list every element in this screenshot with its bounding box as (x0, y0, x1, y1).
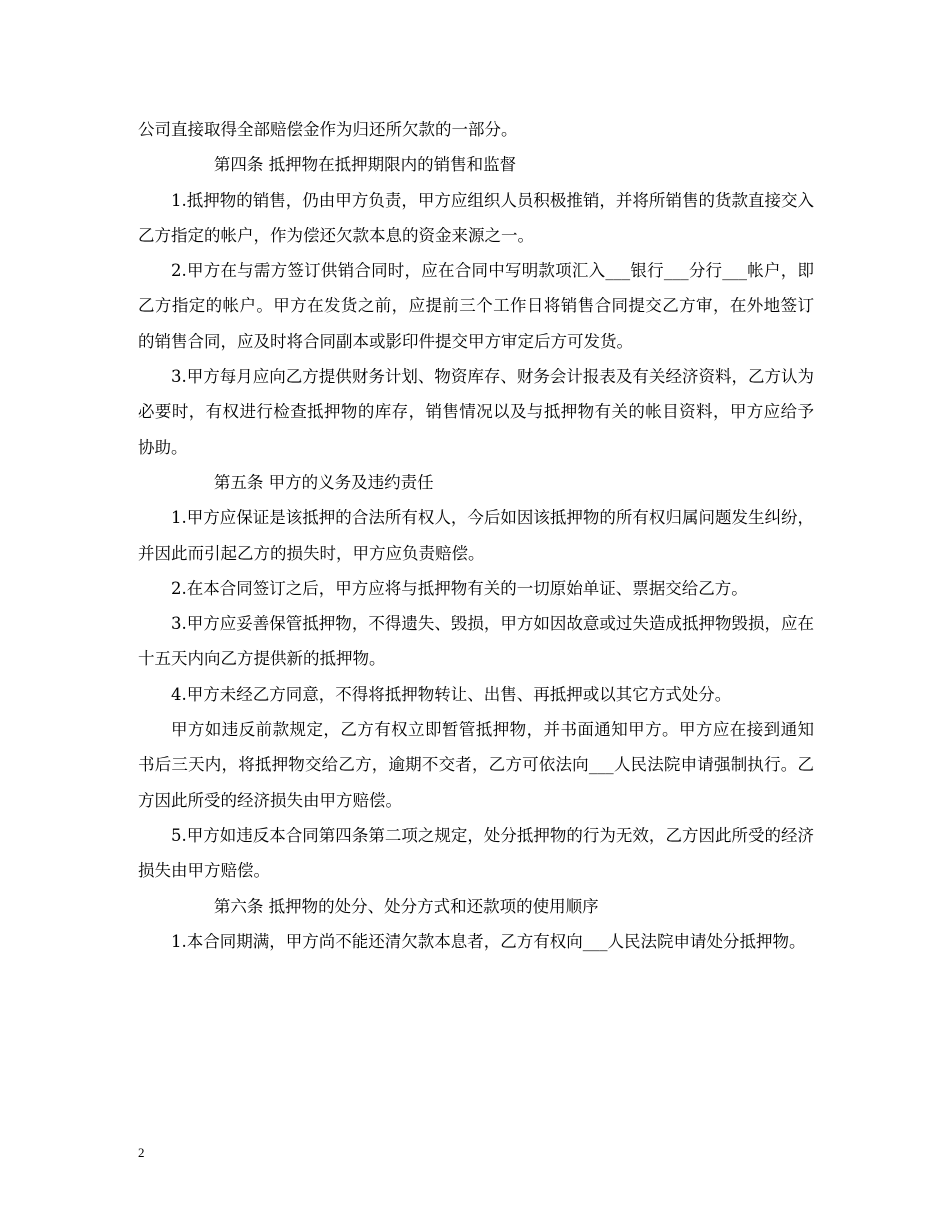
document-body (138, 112, 814, 959)
paragraph-12: 5.甲方如违反本合同第四条第二项之规定，处分抵押物的行为无效，乙方因此所受的经济损失由甲方赔偿。 (138, 825, 814, 881)
page-number: 2 (138, 1145, 145, 1160)
paragraph-7: 1.甲方应保证是该抵押的合法所有权人，今后如因该抵押物的所有权归属问题发生纠纷，并因此而引起乙方的损失时，甲方应负责赔偿。 (138, 508, 814, 563)
paragraph-9: 3.甲方应妥善保管抵押物，不得遗失、毁损，甲方如因故意或过失造成抵押物毁损，应在十五天内向乙方提供新的抵押物。 (138, 614, 814, 669)
paragraph-11: 甲方如违反前款规定，乙方有权立即暂管抵押物，并书面通知甲方。甲方应在接到通知书后三天内，将抵押物交给乙方，逾期不交者，乙方可依法向___人民法院申请强制执行。乙方因此所受的经济损失由甲方赔偿。 (138, 720, 814, 810)
paragraph-3: 1.抵押物的销售，仍由甲方负责，甲方应组织人员积极推销，并将所销售的货款直接交入乙方指定的帐户，作为偿还欠款本息的资金来源之一。 (138, 190, 814, 245)
article-6-heading: 第六条 抵押物的处分、处分方式和还款项的使用顺序 (213, 896, 599, 916)
paragraph-4: 2.甲方在与需方签订供销合同时，应在合同中写明款项汇入___银行___分行___帐户，即乙方指定的帐户。甲方在发货之前，应提前三个工作日将销售合同提交乙方审，在外地签订的销售合同，应及时将合同副本或影印件提交甲方审定后方可发货。 (138, 261, 814, 351)
article-4-heading: 第四条 抵押物在抵押期限内的销售和监督 (213, 155, 517, 175)
paragraph-14: 1.本合同期满，甲方尚不能还清欠款本息者，乙方有权向___人民法院申请处分抵押物。 (171, 931, 806, 951)
paragraph-8: 2.在本合同签订之后，甲方应将与抵押物有关的一切原始单证、票据交给乙方。 (171, 578, 748, 598)
paragraph-5: 3.甲方每月应向乙方提供财务计划、物资库存、财务会计报表及有关经济资料，乙方认为必要时，有权进行检查抵押物的库存，销售情况以及与抵押物有关的帐目资料，甲方应给予协助。 (138, 367, 814, 457)
article-5-heading: 第五条 甲方的义务及违约责任 (213, 472, 434, 492)
paragraph-1: 公司直接取得全部赔偿金作为归还所欠款的一部分。 (138, 120, 518, 139)
paragraph-10: 4.甲方未经乙方同意，不得将抵押物转让、出售、再抵押或以其它方式处分。 (171, 684, 732, 704)
